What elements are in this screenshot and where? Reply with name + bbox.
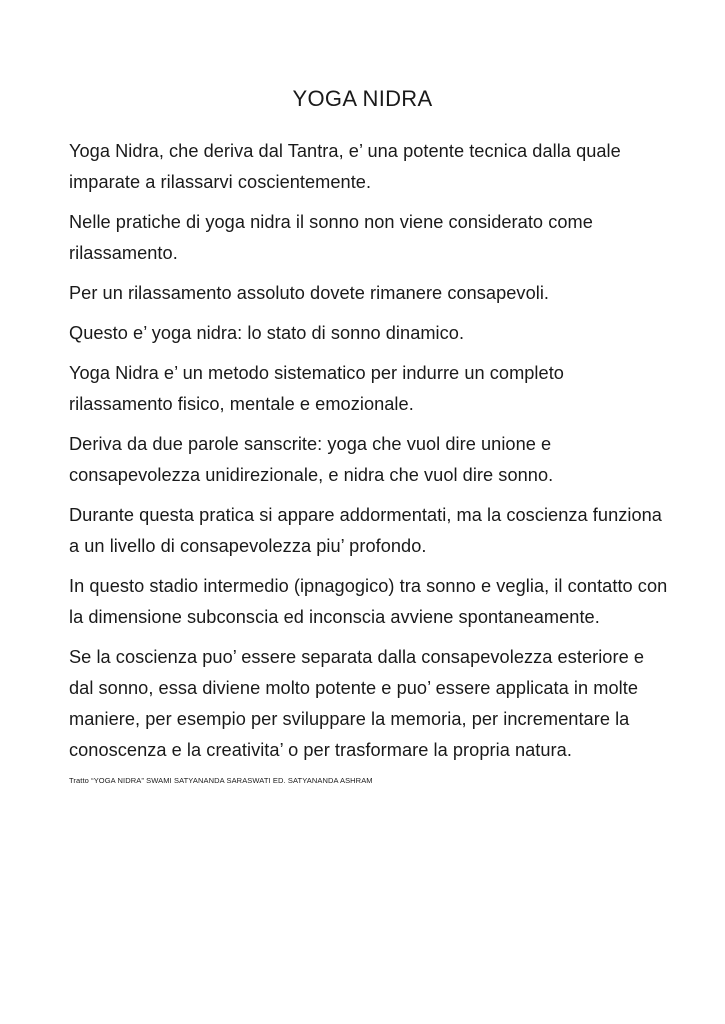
paragraph-3: Per un rilassamento assoluto dovete rimanere consapevoli.: [69, 283, 550, 303]
paragraph-5: Yoga Nidra e’ un metodo sistematico per indurre un completo rilassamento fisico, mentale e emozionale.: [69, 363, 564, 414]
paragraph-2: Nelle pratiche di yoga nidra il sonno non viene considerato come rilassamento.: [69, 212, 593, 263]
paragraph-6: Deriva da due parole sanscrite: yoga che vuol dire unione e consapevolezza unidirezionale, e nidra che vuol dire sonno.: [69, 434, 554, 485]
page-title: YOGA NIDRA: [292, 86, 433, 111]
paragraph-1: Yoga Nidra, che deriva dal Tantra, e’ una potente tecnica dalla quale imparate a rilassarvi coscientemente.: [69, 141, 621, 192]
paragraph-8: In questo stadio intermedio (ipnagogico) tra sonno e veglia, il contatto con la dimensione subconscia ed inconscia avviene spontaneamente.: [69, 576, 668, 627]
document-body: [69, 136, 669, 787]
paragraph-9: Se la coscienza puo’ essere separata dalla consapevolezza esteriore e dal sonno, essa diviene molto potente e puo’ essere applicata in molte maniere, per esempio per sviluppare la memoria, per incrementare la conoscenza e la creativita’ o per trasformare la propria natura.: [69, 647, 645, 760]
paragraph-7: Durante questa pratica si appare addormentati, ma la coscienza funziona a un livello di consapevolezza piu’ profondo.: [69, 505, 662, 556]
source-credit: Tratto “YOGA NIDRA” SWAMI SATYANANDA SARASWATI ED. SATYANANDA ASHRAM: [69, 776, 373, 785]
paragraph-4: Questo e’ yoga nidra: lo stato di sonno dinamico.: [69, 323, 465, 343]
